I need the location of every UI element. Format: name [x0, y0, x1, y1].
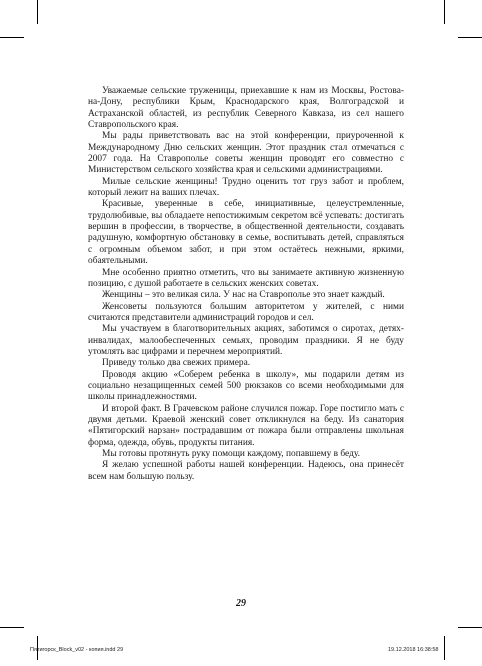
paragraph: Мы готовы протянуть руку помощи каждому, попавшему в беду. — [102, 449, 360, 459]
paragraph: Женщины – это великая сила. У нас на Ставрополье это знает каждый. — [102, 290, 385, 301]
paragraph: Красивые, уверенные в себе, инициативные, целеустремленные, трудолюбивые, вы обладаете непостижимым секретом всё успевать: достигать вершин в профессии, в творчестве, в общественной деятельности, создавать радушную, комфортную обстановку в семье, воспитывать детей, справляться с огромным объемом забот, и при этом остаётесь нежными, яркими, обаятельными. — [88, 199, 404, 267]
paragraph: Мне особенно приятно отметить, что вы занимаете активную жизненную позицию, с душой работаете в сельских женских советах. — [88, 267, 404, 289]
page-number: 29 — [236, 598, 246, 609]
crop-mark-top-left-v — [37, 0, 38, 24]
crop-mark-top-right-v — [444, 0, 445, 24]
slug-file-info: Пятигорск_Block_v02 - копия.indd 29 — [30, 647, 124, 653]
crop-mark-top-right-h — [458, 37, 482, 38]
paragraph: И второй факт. В Грачевском районе случился пожар. Горе постигло мать с двумя детьми. Краевой женский совет откликнулся на беду. Из санатория «Пятигорский нарзан» пострадавшим от пожара были отправлены школьная форма, одежда, обувь, продукты питания. — [88, 403, 404, 448]
crop-mark-top-left-h — [0, 37, 24, 38]
paragraph: Приведу только два свежих примера. — [102, 358, 251, 369]
paragraph: Мы участвуем в благотворительных акциях, заботимся о сиротах, детях-инвалидах, малообеспеченных семьях, проводим праздники. Я не буду утомлять вас цифрами и перечнем мероприятий. — [88, 324, 404, 357]
paragraph: Милые сельские женщины! Трудно оценить тот груз забот и проблем, который лежит на ваших плечах. — [88, 176, 404, 199]
crop-mark-bottom-right-v — [444, 636, 445, 660]
crop-mark-bottom-right-h — [458, 627, 482, 628]
paragraph: Я желаю успешной работы нашей конференции. Надеюсь, она принесёт всем нам большую пользу. — [88, 460, 404, 482]
paragraph: Проводя акцию «Соберем ребенка в школу», мы подарили детям из социально незащищенных семей 500 рюкзаков со всеми необходимыми для школы принадлежностями. — [88, 369, 404, 403]
paragraph: Мы рады приветствовать вас на этой конференции, приуроченной к Международному Дню сельских женщин. Этот праздник стал отмечаться с 2007 года. На Ставрополье советы женщин проводят его совместно с Министерством сельского хозяйства края и сельскими администрациями. — [88, 131, 404, 176]
slug-timestamp: 19.12.2018 16:38:58 — [388, 647, 439, 653]
body-text — [88, 86, 404, 483]
paragraph: Женсоветы пользуются большим авторитетом у жителей, с ними считаются представители администраций городов и сел. — [88, 301, 404, 323]
crop-mark-bottom-left-h — [0, 627, 24, 628]
paragraph: Уважаемые сельские труженицы, приехавшие к нам из Москвы, Ростова-на-Дону, республики Крым, Краснодарского края, Волгоградской и Астраханской областей, из республик Северного Кавказа, из сел нашего Ставропольского края. — [88, 86, 404, 131]
